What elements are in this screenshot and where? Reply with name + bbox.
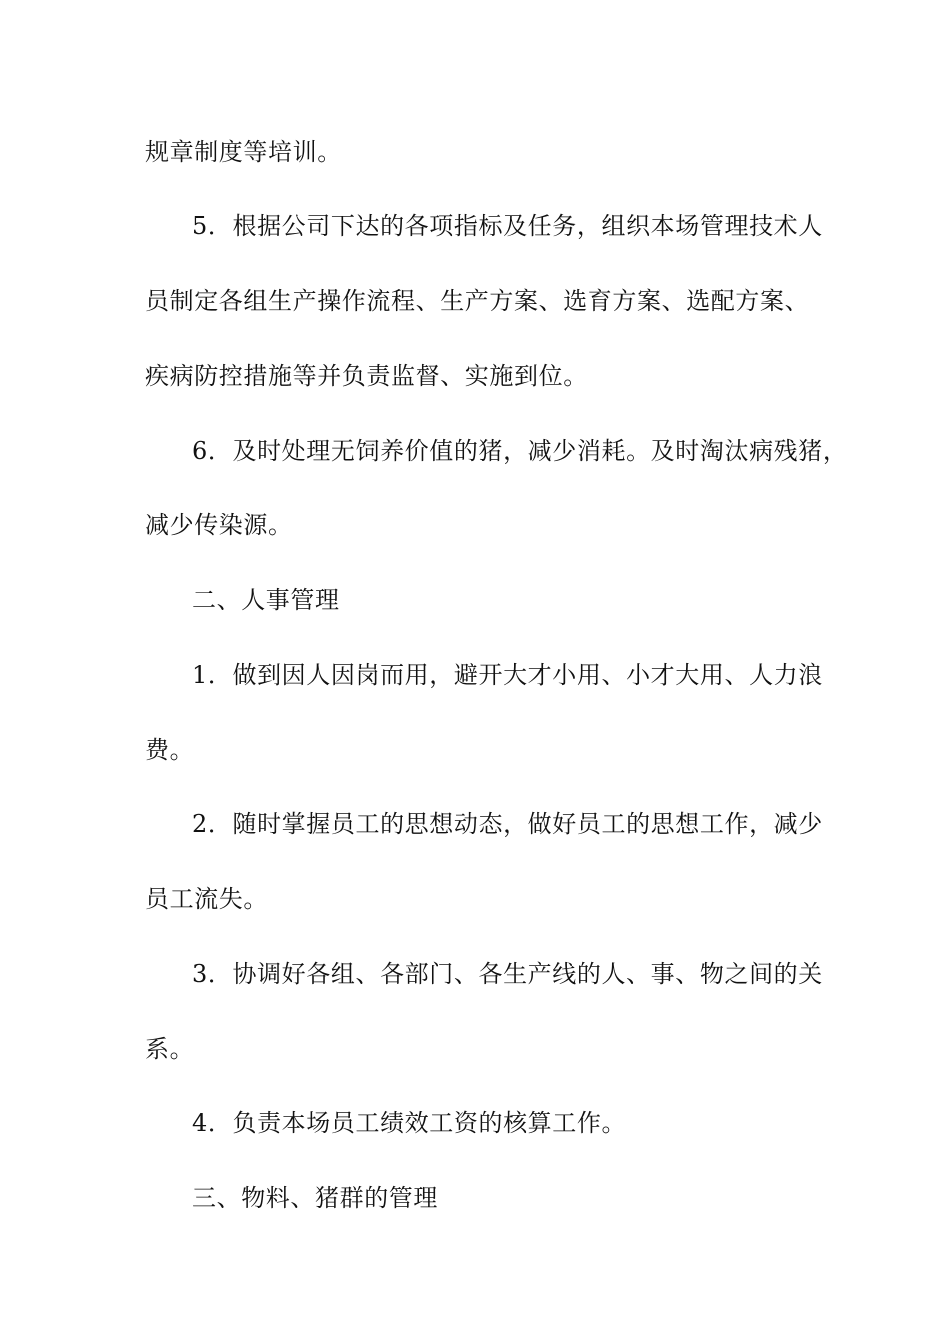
text-line: 员工流失。 [145,885,268,913]
section-heading: 三、物料、猪群的管理 [192,1184,438,1212]
text-line: 减少传染源。 [145,511,293,539]
text-line: 4．负责本场员工绩效工资的核算工作。 [192,1109,627,1137]
text-line: 2．随时掌握员工的思想动态，做好员工的思想工作，减少 [192,810,823,838]
text-line: 6．及时处理无饲养价值的猪，减少消耗。及时淘汰病残猪， [192,437,848,465]
text-line: 费。 [145,736,195,764]
text-line: 1．做到因人因岗而用，避开大才小用、小才大用、人力浪 [192,661,823,689]
section-heading: 二、人事管理 [192,586,340,614]
text-line: 3．协调好各组、各部门、各生产线的人、事、物之间的关 [192,960,823,988]
text-line: 5．根据公司下达的各项指标及任务，组织本场管理技术人 [192,212,823,240]
text-line: 规章制度等培训。 [145,138,342,166]
text-line: 员制定各组生产操作流程、生产方案、选育方案、选配方案、 [145,287,810,315]
text-line: 疾病防控措施等并负责监督、实施到位。 [145,362,588,390]
text-line: 系。 [145,1035,195,1063]
